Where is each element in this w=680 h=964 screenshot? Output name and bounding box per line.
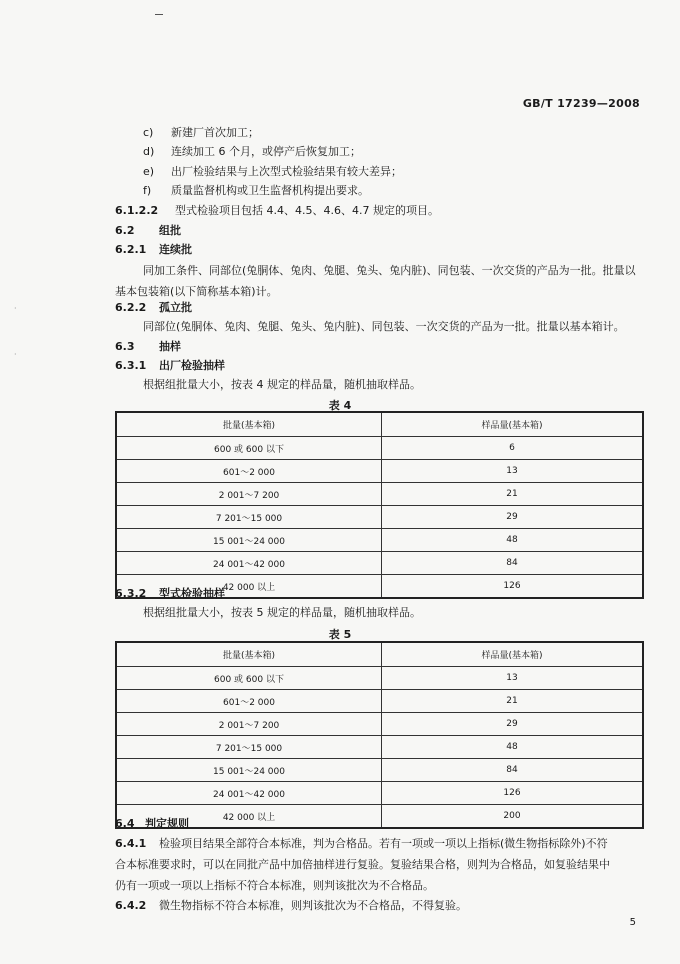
lot-size-cell: 2 001～7 200 [116, 483, 382, 506]
lot-size-cell: 42 000 以上 [116, 805, 382, 829]
table-row [116, 506, 643, 529]
lot-size-cell: 24 001～42 000 [116, 782, 382, 805]
table-5 [115, 641, 644, 829]
lot-size-cell: 15 001～24 000 [116, 759, 382, 782]
table-row [116, 736, 643, 759]
lot-size-cell: 42 000 以上 [116, 575, 382, 599]
table-5-caption: 表 5 [328, 628, 352, 641]
heading-6-2-2: 6.2.2 孤立批 [115, 301, 192, 314]
list-item: f) 质量监督机构或卫生监督机构提出要求。 [143, 184, 369, 197]
heading-6-3-2: 6.3.2 型式检验抽样 [115, 587, 225, 600]
lot-size-cell: 600 或 600 以下 [116, 667, 382, 690]
table-4 [115, 411, 644, 599]
paragraph-6-4-2: 6.4.2 微生物指标不符合本标准，则判该批次为不合格品，不得复验。 [115, 899, 467, 912]
table-row [116, 529, 643, 552]
lot-size-cell: 601～2 000 [116, 690, 382, 713]
margin-mark: · [14, 350, 17, 359]
sample-size-cell: 21 [382, 690, 644, 713]
sample-size-cell: 84 [382, 552, 644, 575]
table-row [116, 437, 643, 460]
heading-6-2: 6.2 组批 [115, 224, 181, 237]
table-row [116, 667, 643, 690]
sample-size-cell: 126 [382, 782, 644, 805]
list-item: c) 新建厂首次加工； [143, 126, 259, 139]
paragraph-6-4-1: 6.4.1 检验项目结果全部符合本标准，判为合格品。若有一项或一项以上指标(微生物指标除外)不符 合本标准要求时，可以在同批产品中加倍抽样进行复验。复验结果合格，则判为合格品，如复验结果中 仍有一项或一项以上指标不符合本标准，则判该批次为不合格品。 [115, 837, 610, 892]
clause-6-1-2-2: 6.1.2.2 型式检验项目包括 4.4、4.5、4.6、4.7 规定的项目。 [115, 204, 439, 217]
table-row [116, 690, 643, 713]
margin-mark: · [14, 304, 17, 313]
sample-size-cell: 21 [382, 483, 644, 506]
table-row [116, 782, 643, 805]
sample-size-cell: 48 [382, 529, 644, 552]
lot-size-cell: 7 201～15 000 [116, 736, 382, 759]
sample-size-cell: 126 [382, 575, 644, 599]
heading-6-4: 6.4 判定规则 [115, 817, 189, 830]
paragraph-6-2-1: 同加工条件、同部位(兔胴体、兔肉、兔腿、兔头、兔内脏)、同包装、一次交货的产品为一批。批量以 基本包装箱(以下简称基本箱)计。 [115, 264, 636, 298]
paragraph-6-2-2: 同部位(兔胴体、兔肉、兔腿、兔头、兔内脏)、同包装、一次交货的产品为一批。批量以基本箱计。 [143, 320, 625, 333]
table-header-cell: 批量(基本箱) [116, 642, 382, 667]
sample-size-cell: 6 [382, 437, 644, 460]
list-item: d) 连续加工 6 个月，或停产后恢复加工； [143, 145, 361, 158]
table-header-row [116, 412, 643, 437]
lot-size-cell: 2 001～7 200 [116, 713, 382, 736]
lot-size-cell: 601～2 000 [116, 460, 382, 483]
table-header-row [116, 642, 643, 667]
table-row [116, 759, 643, 782]
table-row [116, 552, 643, 575]
list-item: e) 出厂检验结果与上次型式检验结果有较大差异； [143, 165, 402, 178]
heading-6-3: 6.3 抽样 [115, 340, 181, 353]
table-row [116, 483, 643, 506]
lot-size-cell: 7 201～15 000 [116, 506, 382, 529]
sample-size-cell: 200 [382, 805, 644, 829]
lot-size-cell: 600 或 600 以下 [116, 437, 382, 460]
sample-size-cell: 13 [382, 460, 644, 483]
table-header-cell: 样品量(基本箱) [382, 412, 644, 437]
table-header-cell: 样品量(基本箱) [382, 642, 644, 667]
table-header-cell: 批量(基本箱) [116, 412, 382, 437]
paragraph-6-3-1: 根据组批量大小，按表 4 规定的样品量，随机抽取样品。 [143, 378, 421, 391]
lot-size-cell: 15 001～24 000 [116, 529, 382, 552]
sample-size-cell: 29 [382, 713, 644, 736]
table-row [116, 805, 643, 829]
sample-size-cell: 48 [382, 736, 644, 759]
table-row [116, 713, 643, 736]
standard-number: GB/T 17239—2008 [522, 97, 640, 110]
page-number: 5 [629, 917, 636, 928]
paragraph-6-3-2: 根据组批量大小，按表 5 规定的样品量，随机抽取样品。 [143, 606, 421, 619]
sample-size-cell: 84 [382, 759, 644, 782]
table-row [116, 460, 643, 483]
sample-size-cell: 29 [382, 506, 644, 529]
heading-6-3-1: 6.3.1 出厂检验抽样 [115, 359, 225, 372]
lot-size-cell: 24 001～42 000 [116, 552, 382, 575]
heading-6-2-1: 6.2.1 连续批 [115, 243, 192, 256]
header-dash [155, 14, 163, 15]
sample-size-cell: 13 [382, 667, 644, 690]
table-4-caption: 表 4 [328, 399, 352, 412]
